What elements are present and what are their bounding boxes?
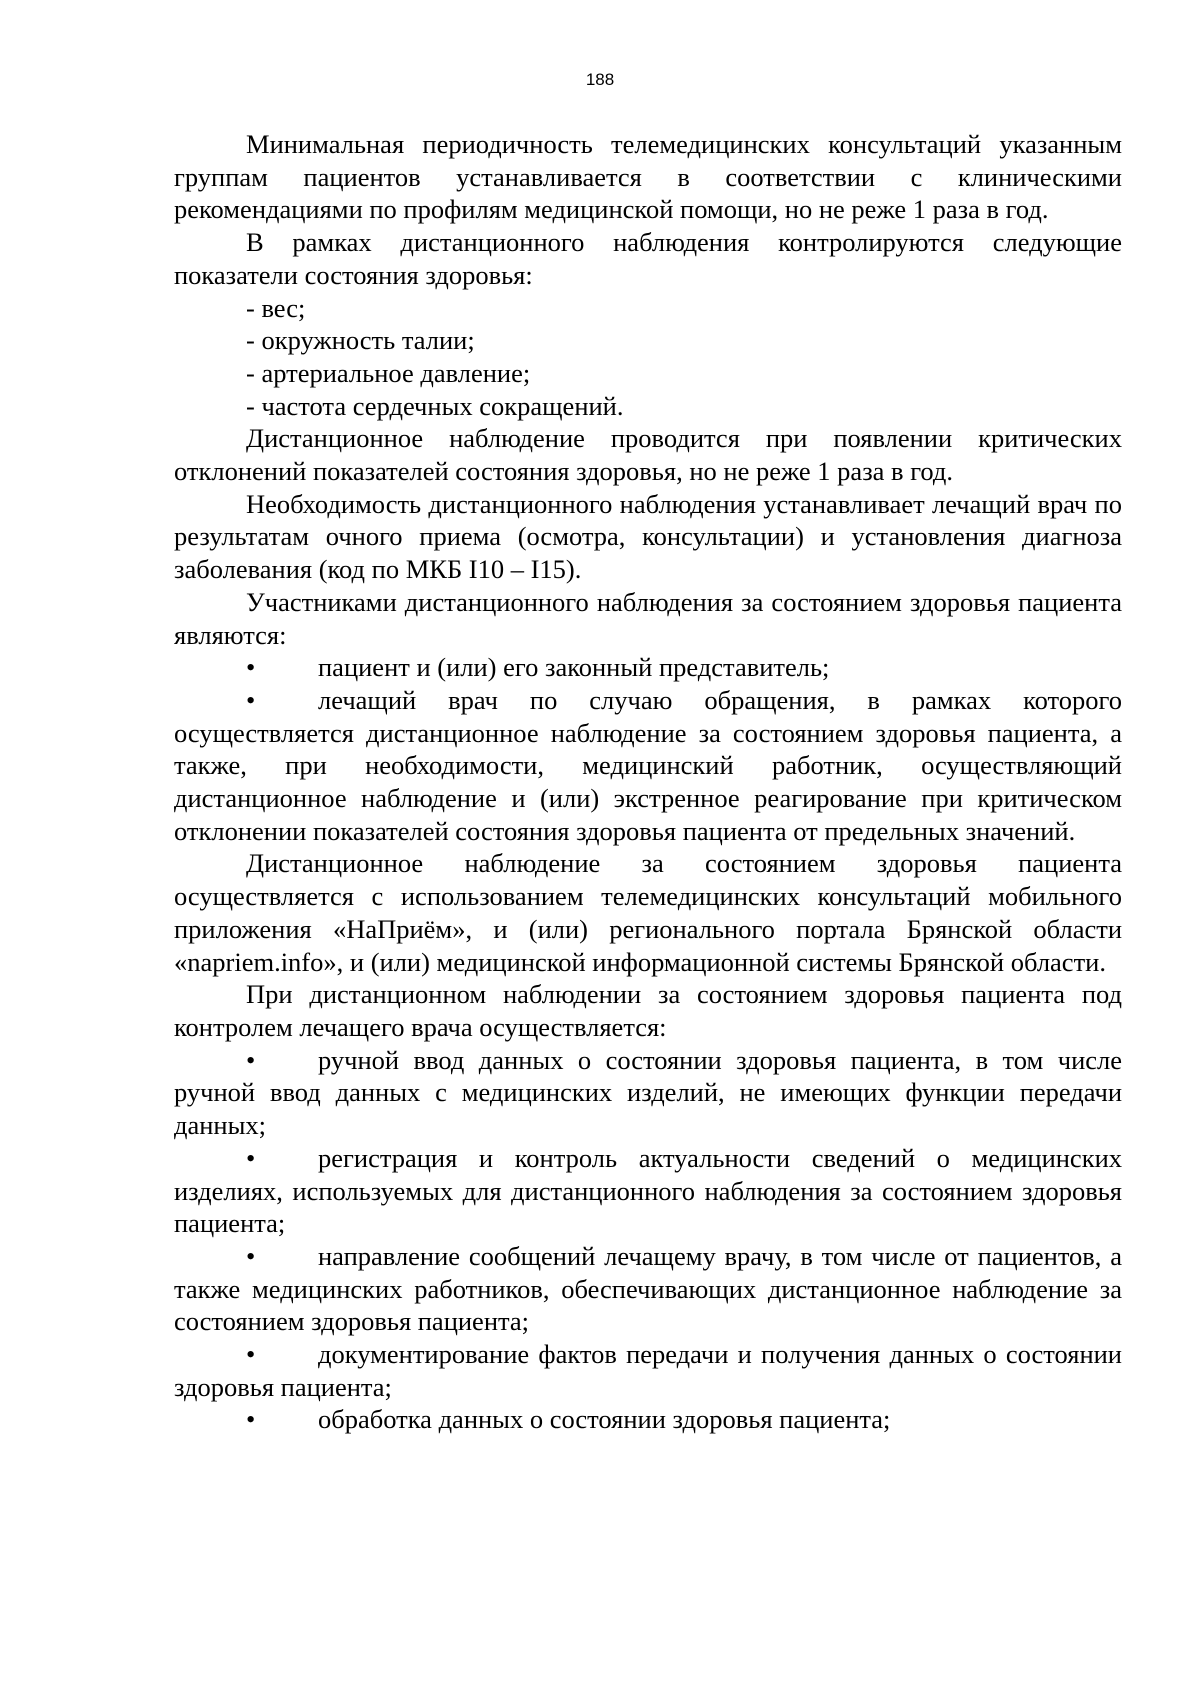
- paragraph: Участниками дистанционного наблюдения за состоянием здоровья пациента являются:: [174, 586, 1122, 650]
- bullet-marker: •: [246, 684, 256, 715]
- bullet-text: регистрация и контроль актуальности сведений о медицинских изделиях, используемых для дистанционного наблюдения за состоянием здоровья пациента;: [174, 1142, 1122, 1239]
- paragraph: В рамках дистанционного наблюдения контролируются следующие показатели состояния здоровья:: [174, 227, 1122, 290]
- bullet-marker: •: [246, 1142, 256, 1173]
- bullet-list-item: [174, 651, 1122, 684]
- bullet-text: документирование фактов передачи и получения данных о состоянии здоровья пациента;: [174, 1339, 1122, 1402]
- bullet-text: лечащий врач по случаю обращения, в рамках которого осуществляется дистанционное наблюдение за состоянием здоровья пациента, а также, при необходимости, медицинский работник, осуществляющий дистанционное наблюдение и (или) экстренное реагирование при критическом отклонении показателей состояния здоровья пациента от предельных значений.: [174, 684, 1122, 846]
- bullet-text: направление сообщений лечащему врачу, в том числе от пациентов, а также медицинских работников, обеспечивающих дистанционное наблюдение за состоянием здоровья пациента;: [174, 1240, 1122, 1337]
- dash-list-item: - частота сердечных сокращений.: [246, 390, 624, 421]
- page-number: 188: [585, 70, 615, 89]
- bullet-text: обработка данных о состоянии здоровья пациента;: [318, 1404, 891, 1435]
- bullet-list-item: [174, 1338, 1122, 1403]
- document-body: [174, 128, 1122, 1436]
- dash-list-item: - артериальное давление;: [246, 357, 531, 388]
- bullet-text: пациент и (или) его законный представитель;: [318, 652, 830, 683]
- bullet-list-item: [174, 1403, 1122, 1436]
- bullet-marker: •: [246, 1044, 256, 1075]
- bullet-list-item: [174, 684, 1122, 848]
- bullet-marker: •: [246, 1404, 256, 1435]
- bullet-list-item: [174, 1240, 1122, 1338]
- paragraph: При дистанционном наблюдении за состоянием здоровья пациента под контролем лечащего врача осуществляется:: [174, 979, 1122, 1042]
- bullet-marker: •: [246, 1339, 256, 1370]
- bullet-list-item: [174, 1044, 1122, 1142]
- bullet-list-item: [174, 1142, 1122, 1240]
- paragraph: Необходимость дистанционного наблюдения устанавливает лечащий врач по результатам очного приема (осмотра, консультации) и установления диагноза заболевания (код по МКБ I10 – I15).: [174, 488, 1122, 585]
- dash-list-item: - окружность талии;: [246, 325, 475, 356]
- paragraph: Минимальная периодичность телемедицинских консультаций указанным группам пациентов устанавливается в соответствии с клиническими рекомендациями по профилям медицинской помощи, но не реже 1 раза в год.: [174, 129, 1122, 225]
- bullet-marker: •: [246, 1240, 256, 1271]
- paragraph: Дистанционное наблюдение проводится при появлении критических отклонений показателей состояния здоровья, но не реже 1 раза в год.: [174, 423, 1122, 487]
- bullet-text: ручной ввод данных о состоянии здоровья пациента, в том числе ручной ввод данных с медицинских изделий, не имеющих функции передачи данных;: [174, 1044, 1122, 1141]
- dash-list-item: - вес;: [246, 292, 306, 323]
- paragraph: Дистанционное наблюдение за состоянием здоровья пациента осуществляется с использованием телемедицинских консультаций мобильного приложения «НаПриём», и (или) регионального портала Брянской области «napriem.info», и (или) медицинской информационной системы Брянской области.: [174, 848, 1122, 977]
- bullet-marker: •: [246, 652, 256, 683]
